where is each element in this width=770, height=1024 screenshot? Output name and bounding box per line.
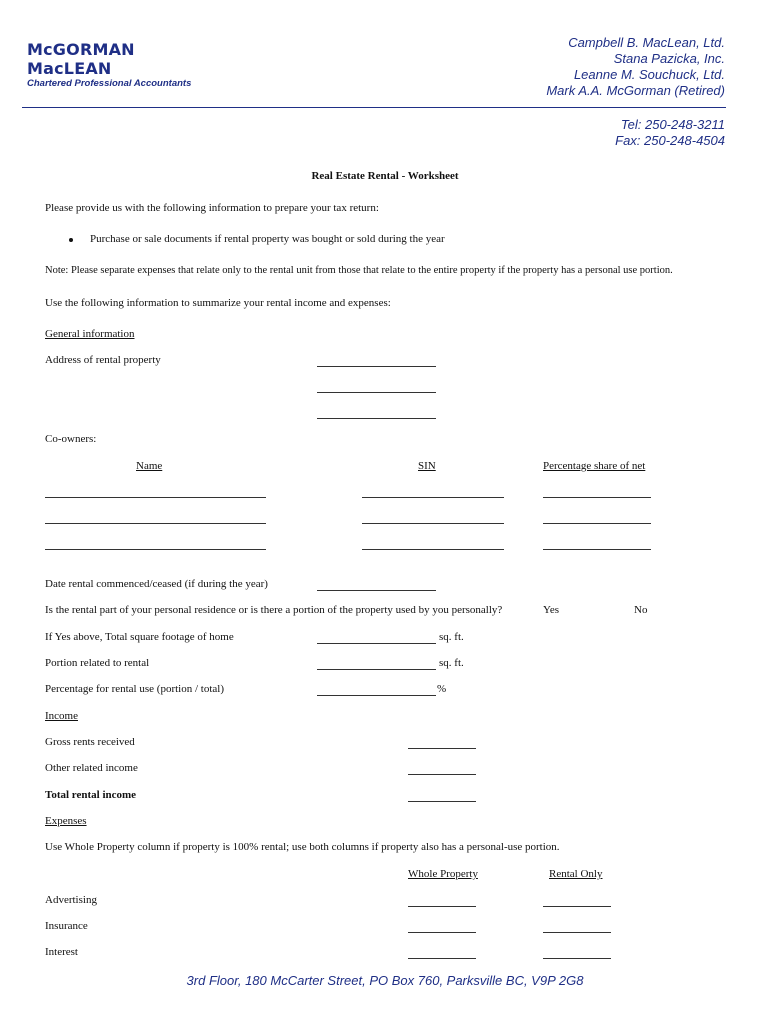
page-title: Real Estate Rental - Worksheet xyxy=(311,170,459,182)
percentage-unit: % xyxy=(437,683,447,695)
address-label: Address of rental property xyxy=(45,354,161,366)
col-header-percentage: Percentage share of net xyxy=(543,460,646,472)
bullet-text: Purchase or sale documents if rental property was bought or sold during the year xyxy=(90,233,445,245)
phone-number: Tel: 250-248-3211 xyxy=(620,117,725,132)
portion-line[interactable] xyxy=(317,669,436,670)
expenses-note: Use Whole Property column if property is 100% rental; use both columns if property also has a personal-use portion. xyxy=(45,841,560,853)
percentage-line[interactable] xyxy=(317,695,436,696)
other-income-line[interactable] xyxy=(408,774,476,775)
partner-1: Campbell B. MacLean, Ltd. xyxy=(568,35,725,50)
coowner-pct-line-3[interactable] xyxy=(543,549,651,550)
general-info-heading: General information xyxy=(45,328,135,340)
coowner-name-line-2[interactable] xyxy=(45,523,266,524)
logo-subtitle: Chartered Professional Accountants xyxy=(27,78,192,89)
advertising-rental-line[interactable] xyxy=(543,906,611,907)
partner-2: Stana Pazicka, Inc. xyxy=(613,51,725,66)
fax-number: Fax: 250-248-4504 xyxy=(615,133,725,148)
coowner-sin-line-1[interactable] xyxy=(362,497,504,498)
insurance-rental-line[interactable] xyxy=(543,932,611,933)
note-text: Note: Please separate expenses that relate only to the rental unit from those that relate to the entire property if the property has a personal use portion. xyxy=(45,265,673,276)
gross-rents-line[interactable] xyxy=(408,748,476,749)
coowner-name-line-1[interactable] xyxy=(45,497,266,498)
portion-label: Portion related to rental xyxy=(45,657,150,669)
insurance-label: Insurance xyxy=(45,920,88,932)
date-label: Date rental commenced/ceased (if during the year) xyxy=(45,578,268,590)
col-header-sin: SIN xyxy=(418,460,436,472)
logo-line-2: MacLEAN xyxy=(27,59,112,78)
residence-question: Is the rental part of your personal residence or is there a portion of the property used by you personally? xyxy=(45,604,503,616)
gross-rents-label: Gross rents received xyxy=(45,736,135,748)
interest-whole-line[interactable] xyxy=(408,958,476,959)
address-line-3[interactable] xyxy=(317,418,436,419)
col-header-whole-property: Whole Property xyxy=(408,868,478,880)
advertising-whole-line[interactable] xyxy=(408,906,476,907)
interest-label: Interest xyxy=(45,946,78,958)
bullet-dot xyxy=(69,238,73,242)
coowner-sin-line-2[interactable] xyxy=(362,523,504,524)
total-income-label: Total rental income xyxy=(45,789,137,801)
interest-rental-line[interactable] xyxy=(543,958,611,959)
total-income-line[interactable] xyxy=(408,801,476,802)
insurance-whole-line[interactable] xyxy=(408,932,476,933)
other-income-label: Other related income xyxy=(45,762,138,774)
percentage-label: Percentage for rental use (portion / total) xyxy=(45,683,224,695)
partner-3: Leanne M. Souchuck, Ltd. xyxy=(573,67,725,82)
address-line-2[interactable] xyxy=(317,392,436,393)
coowner-name-line-3[interactable] xyxy=(45,549,266,550)
yes-option[interactable]: Yes xyxy=(543,604,560,616)
header-divider xyxy=(22,107,726,108)
expenses-heading: Expenses xyxy=(45,815,87,827)
partner-4: Mark A.A. McGorman (Retired) xyxy=(546,83,725,98)
income-heading: Income xyxy=(45,710,78,722)
date-line[interactable] xyxy=(317,590,436,591)
portion-unit: sq. ft. xyxy=(439,657,464,669)
coowner-pct-line-1[interactable] xyxy=(543,497,651,498)
coowners-label: Co-owners: xyxy=(45,433,97,445)
sqft-home-unit: sq. ft. xyxy=(439,631,464,643)
company-logo xyxy=(27,40,191,89)
col-header-rental-only: Rental Only xyxy=(549,868,603,880)
coowner-sin-line-3[interactable] xyxy=(362,549,504,550)
sqft-home-label: If Yes above, Total square footage of home xyxy=(45,631,234,643)
advertising-label: Advertising xyxy=(45,894,97,906)
intro-text: Please provide us with the following information to prepare your tax return: xyxy=(45,202,379,214)
address-line-1[interactable] xyxy=(317,366,436,367)
summary-text: Use the following information to summarize your rental income and expenses: xyxy=(45,297,391,309)
col-header-name: Name xyxy=(136,460,163,472)
footer-address: 3rd Floor, 180 McCarter Street, PO Box 760, Parksville BC, V9P 2G8 xyxy=(186,973,584,988)
no-option[interactable]: No xyxy=(634,604,648,616)
logo-line-1: McGORMAN xyxy=(27,40,135,59)
sqft-home-line[interactable] xyxy=(317,643,436,644)
coowner-pct-line-2[interactable] xyxy=(543,523,651,524)
